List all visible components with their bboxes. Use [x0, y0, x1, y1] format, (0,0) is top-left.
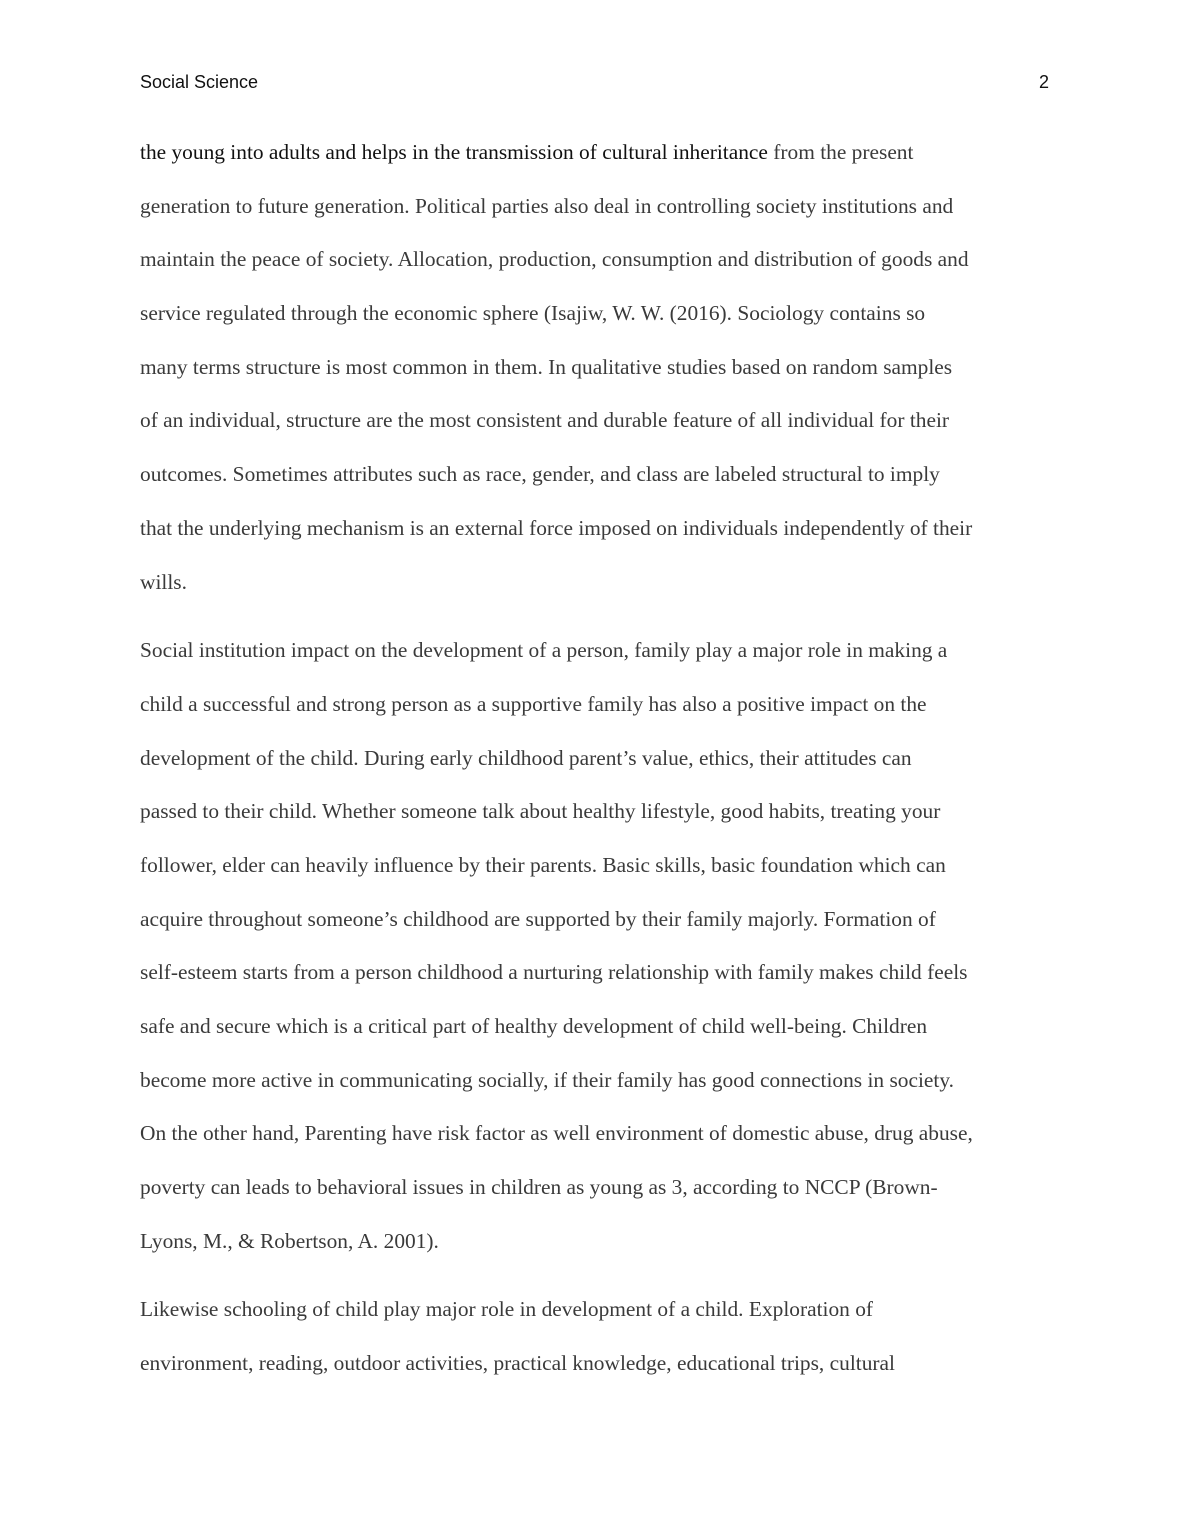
paragraph-3 [140, 1283, 1049, 1390]
text-line: Lyons, M., & Robertson, A. 2001). [140, 1228, 439, 1253]
text-span: from the present [767, 140, 914, 164]
text-line: become more active in communicating socially, if their family has good connections in society. [140, 1067, 954, 1092]
text-line: poverty can leads to behavioral issues in children as young as 3, according to NCCP (Brown- [140, 1175, 938, 1200]
text-line: generation to future generation. Political parties also deal in controlling society institutions and [140, 193, 954, 218]
text-line: maintain the peace of society. Allocation, production, consumption and distribution of goods and [140, 247, 969, 272]
text-line: passed to their child. Whether someone talk about healthy lifestyle, good habits, treating your [140, 799, 941, 824]
text-line: that the underlying mechanism is an external force imposed on individuals independently of their [140, 515, 973, 540]
paragraph-spacing [140, 1268, 1049, 1283]
text-line: environment, reading, outdoor activities, practical knowledge, educational trips, cultural [140, 1351, 895, 1376]
paragraph-1 [140, 126, 1049, 609]
running-header [140, 72, 1049, 96]
text-line: of an individual, structure are the most consistent and durable feature of all individual for their [140, 408, 950, 433]
text-line: outcomes. Sometimes attributes such as race, gender, and class are labeled structural to imply [140, 462, 940, 487]
text-line: On the other hand, Parenting have risk factor as well environment of domestic abuse, drug abuse, [140, 1121, 973, 1146]
text-line: Social institution impact on the development of a person, family play a major role in making a [140, 638, 948, 663]
header-title: Social Science [140, 72, 259, 92]
text-span-dark: the young into adults and helps in the transmission of cultural inheritance [140, 140, 768, 164]
text-line: self-esteem starts from a person childhood a nurturing relationship with family makes child feels [140, 960, 968, 985]
text-line: safe and secure which is a critical part of healthy development of child well-being. Children [140, 1014, 928, 1038]
paragraph-spacing [140, 609, 1049, 624]
text-line: Likewise schooling of child play major role in development of a child. Exploration of [140, 1297, 874, 1322]
text-line: acquire throughout someone’s childhood are supported by their family majorly. Formation of [140, 906, 936, 931]
text-line: child a successful and strong person as a supportive family has also a positive impact on the [140, 691, 927, 716]
text-line: service regulated through the economic sphere (Isajiw, W. W. (2016). Sociology contains so [140, 301, 926, 326]
text-line: development of the child. During early childhood parent’s value, ethics, their attitudes can [140, 745, 912, 770]
text-line: follower, elder can heavily influence by their parents. Basic skills, basic foundation which can [140, 852, 946, 877]
page-number: 2 [1038, 72, 1049, 92]
paragraph-2 [140, 624, 1049, 1268]
body-text [140, 126, 1049, 1391]
text-line [140, 126, 1049, 180]
text-line: wills. [140, 569, 187, 594]
text-line: many terms structure is most common in them. In qualitative studies based on random samples [140, 354, 953, 379]
